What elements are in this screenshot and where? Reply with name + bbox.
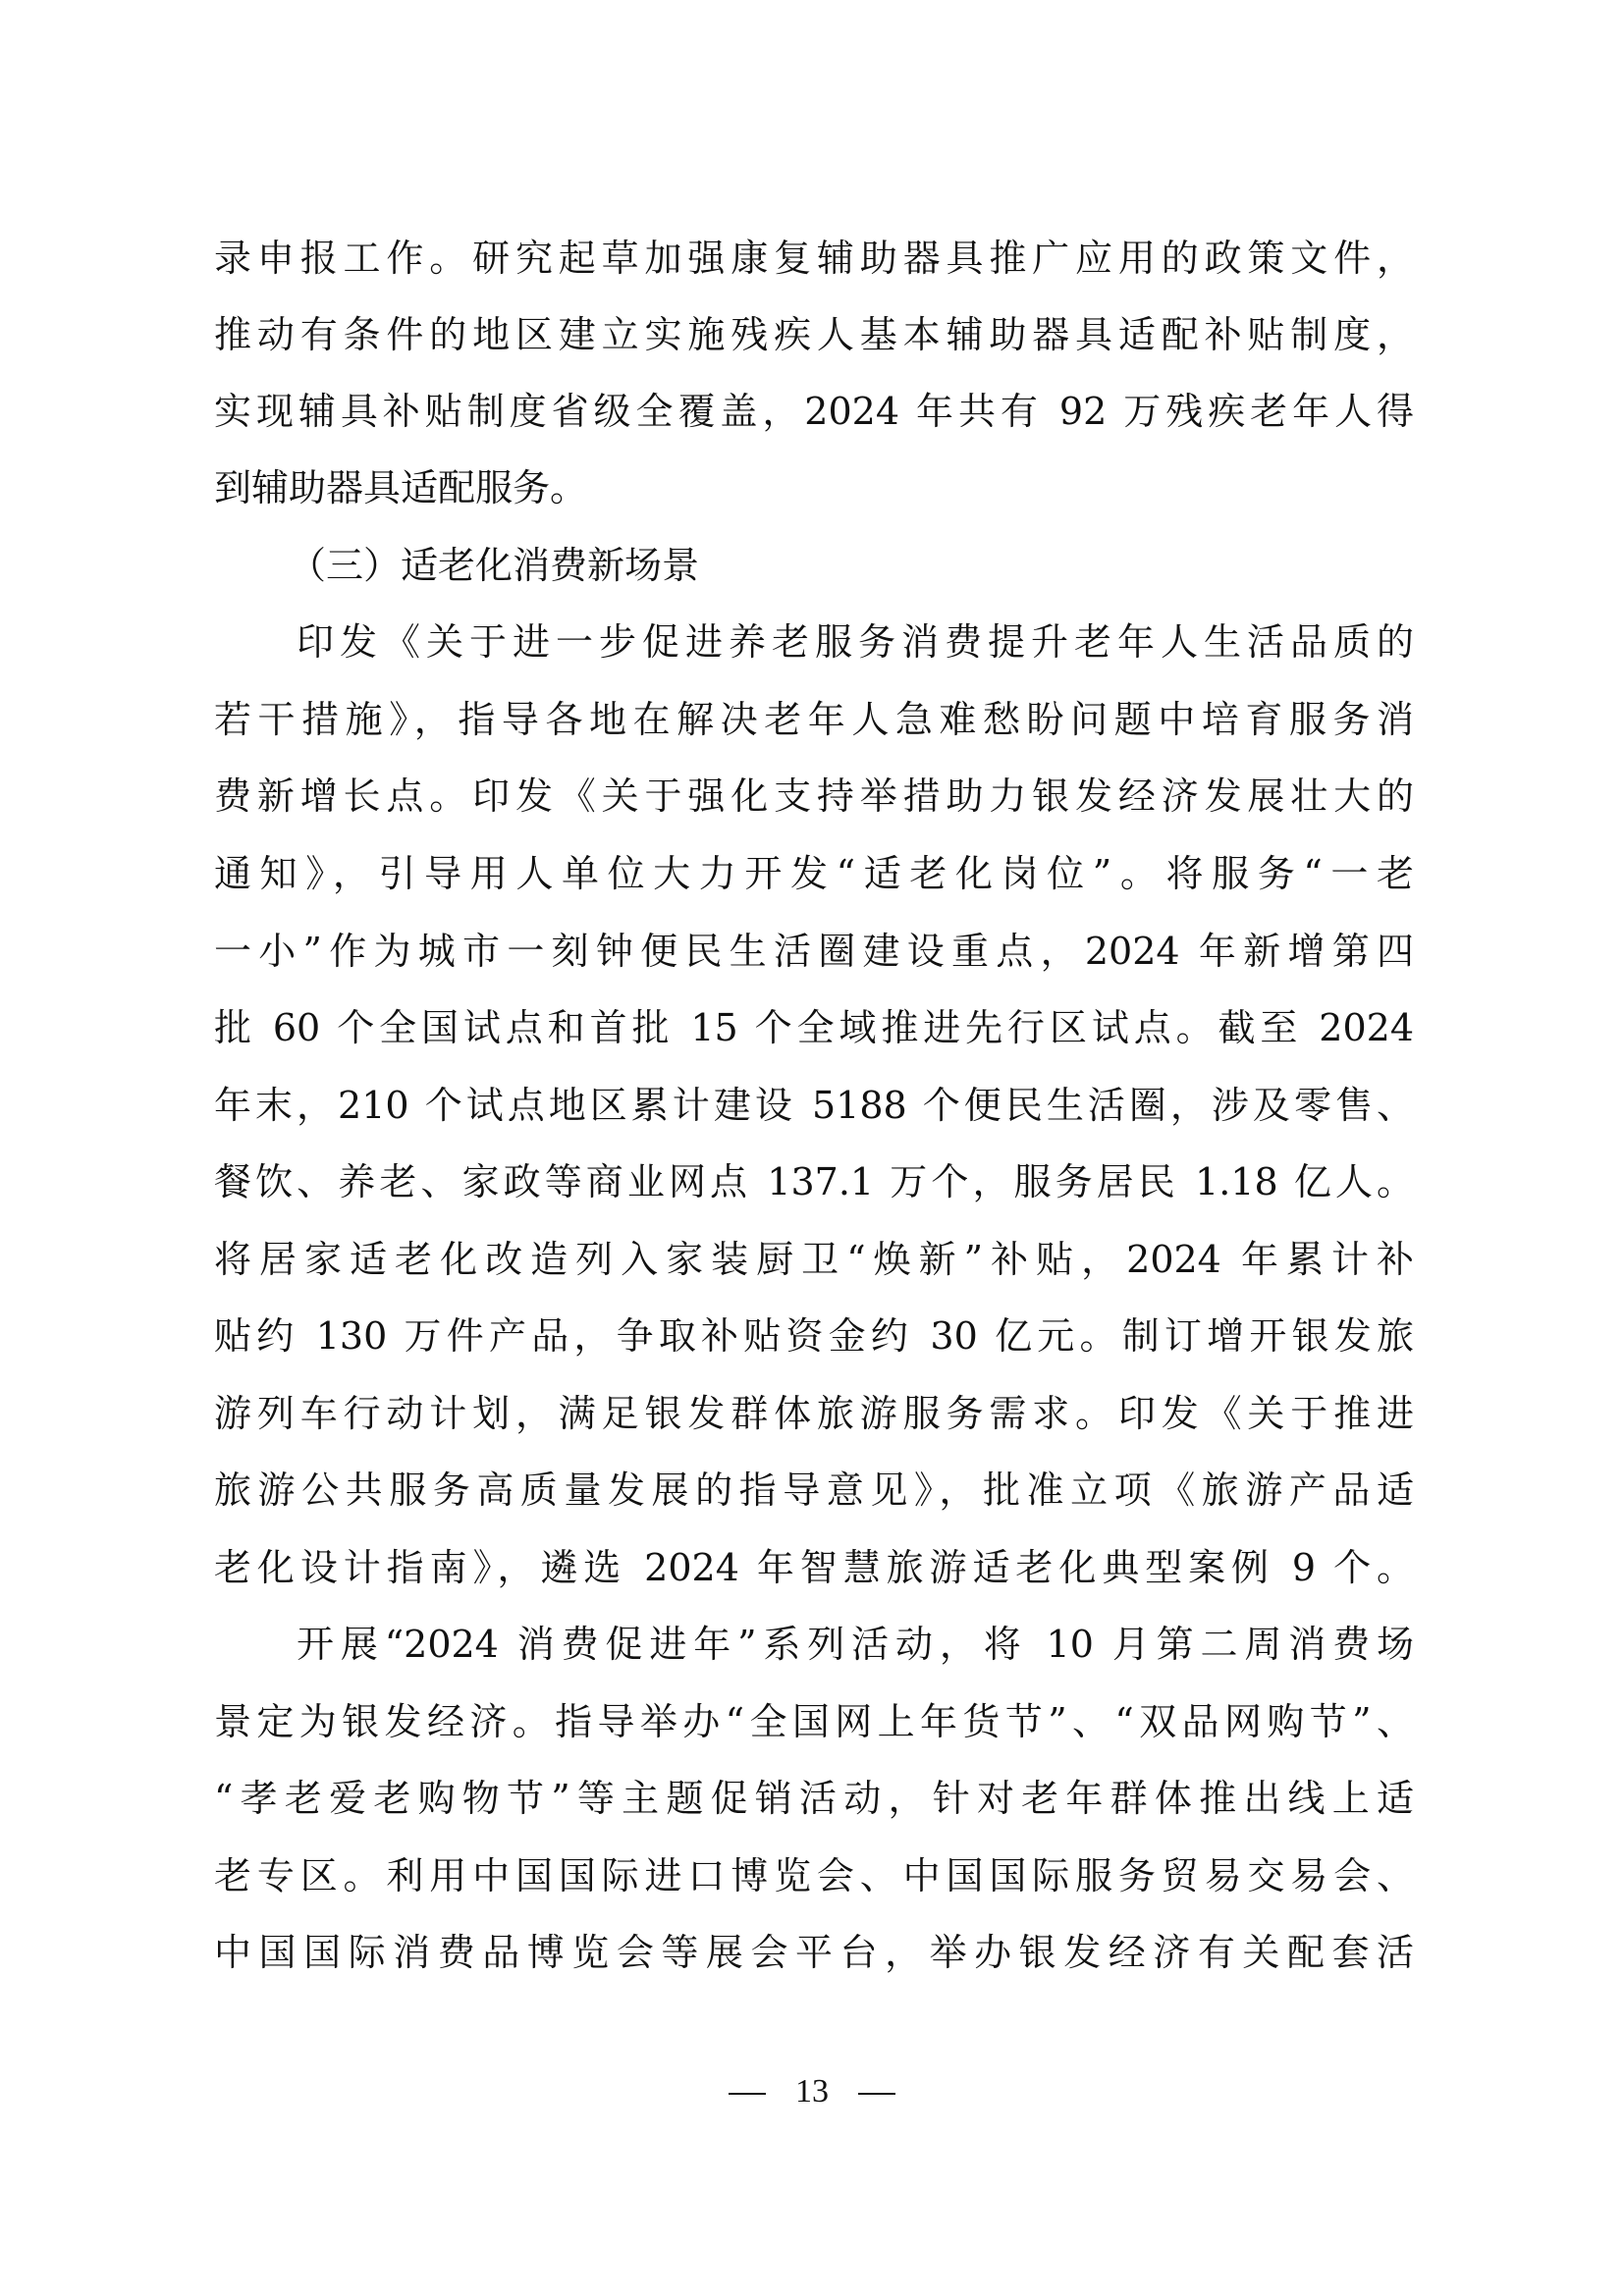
text-line: 批 60 个全国试点和首批 15 个全域推进先行区试点。截至 2024: [214, 1006, 1414, 1049]
text-line: 一小”作为城市一刻钟便民生活圈建设重点，2024 年新增第四: [214, 930, 1414, 973]
page-number: 13: [795, 2073, 829, 2109]
text-line: 通知》，引导用人单位大力开发“适老化岗位”。将服务“一老: [214, 852, 1414, 895]
text-line: 老专区。利用中国国际进口博览会、中国国际服务贸易交易会、: [214, 1854, 1414, 1897]
footer-dash-left: [729, 2093, 766, 2095]
page-footer: [0, 2067, 1624, 2116]
text-line: 餐饮、养老、家政等商业网点 137.1 万个，服务居民 1.18 亿人。: [214, 1160, 1414, 1203]
text-line: 老化设计指南》，遴选 2024 年智慧旅游适老化典型案例 9 个。: [214, 1546, 1414, 1589]
text-line: 若干措施》，指导各地在解决老年人急难愁盼问题中培育服务消: [214, 698, 1414, 741]
text-line: 费新增长点。印发《关于强化支持举措助力银发经济发展壮大的: [214, 774, 1414, 818]
text-line: “孝老爱老购物节”等主题促销活动，针对老年群体推出线上适: [214, 1777, 1414, 1820]
text-line: 旅游公共服务高质量发展的指导意见》，批准立项《旅游产品适: [214, 1468, 1414, 1512]
text-line: 推动有条件的地区建立实施残疾人基本辅助器具适配补贴制度，: [214, 313, 1414, 356]
text-line: 中国国际消费品博览会等展会平台，举办银发经济有关配套活: [214, 1931, 1414, 1974]
text-line: 实现辅具补贴制度省级全覆盖，2024 年共有 92 万残疾老年人得: [214, 390, 1414, 433]
text-line: 贴约 130 万件产品，争取补贴资金约 30 亿元。制订增开银发旅: [214, 1314, 1414, 1358]
text-line: 印发《关于进一步促进养老服务消费提升老年人生活品质的: [297, 620, 1414, 664]
text-line: 年末，210 个试点地区累计建设 5188 个便民生活圈，涉及零售、: [214, 1084, 1414, 1127]
section-heading: （三）适老化消费新场景: [289, 544, 700, 587]
text-line: 开展“2024 消费促进年”系列活动，将 10 月第二周消费场: [297, 1623, 1414, 1666]
text-line: 录申报工作。研究起草加强康复辅助器具推广应用的政策文件，: [214, 237, 1414, 280]
text-line: 景定为银发经济。指导举办“全国网上年货节”、“双品网购节”、: [214, 1700, 1414, 1743]
text-line: 到辅助器具适配服务。: [214, 466, 588, 509]
text-line: 游列车行动计划，满足银发群体旅游服务需求。印发《关于推进: [214, 1392, 1414, 1435]
text-line: 将居家适老化改造列入家装厨卫“焕新”补贴，2024 年累计补: [214, 1238, 1414, 1281]
footer-dash-right: [858, 2093, 895, 2095]
